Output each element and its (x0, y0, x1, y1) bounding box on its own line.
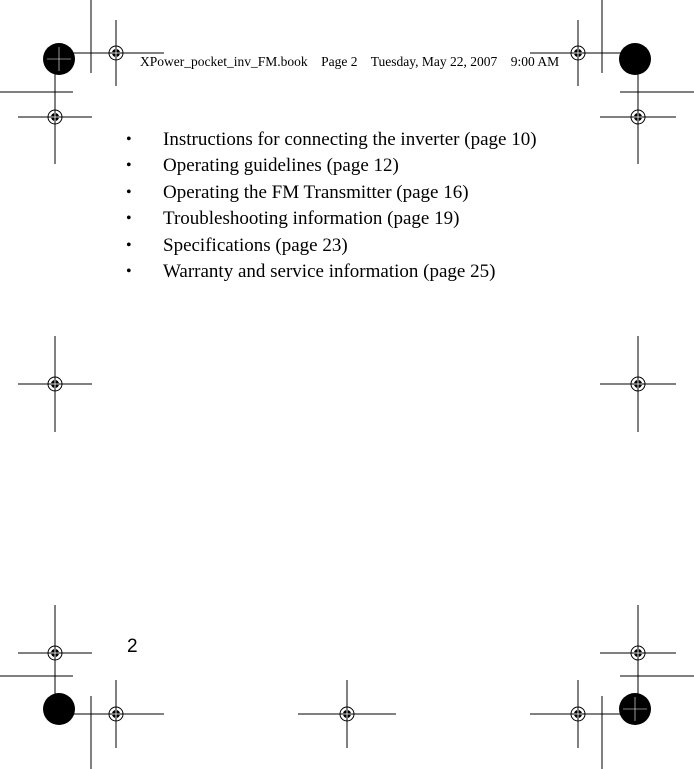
bullet: • (126, 183, 132, 201)
list-item-text: Warranty and service information (page 25) (163, 260, 496, 282)
bullet: • (126, 262, 132, 280)
list-item-text: Specifications (page 23) (163, 234, 348, 256)
registration-dot (43, 693, 75, 725)
bullet: • (126, 157, 132, 175)
print-slug-line (140, 53, 559, 71)
bullet: • (126, 210, 132, 228)
list-item-text: Operating the FM Transmitter (page 16) (163, 181, 469, 203)
list-item-text: Instructions for connecting the inverter (page 10) (163, 129, 537, 150)
list-item-text: Operating guidelines (page 12) (163, 155, 399, 177)
slug-page: Page 2 (321, 54, 358, 69)
registration-dot (619, 43, 651, 75)
page-number: 2 (127, 636, 138, 657)
slug-time: 9:00 AM (510, 54, 560, 69)
slug-filename: XPower_pocket_inv_FM.book (140, 54, 308, 69)
list-item-text: Troubleshooting information (page 19) (163, 208, 460, 230)
slug-date: Tuesday, May 22, 2007 (370, 54, 498, 69)
bullet: • (126, 236, 132, 254)
bullet: • (126, 131, 132, 148)
